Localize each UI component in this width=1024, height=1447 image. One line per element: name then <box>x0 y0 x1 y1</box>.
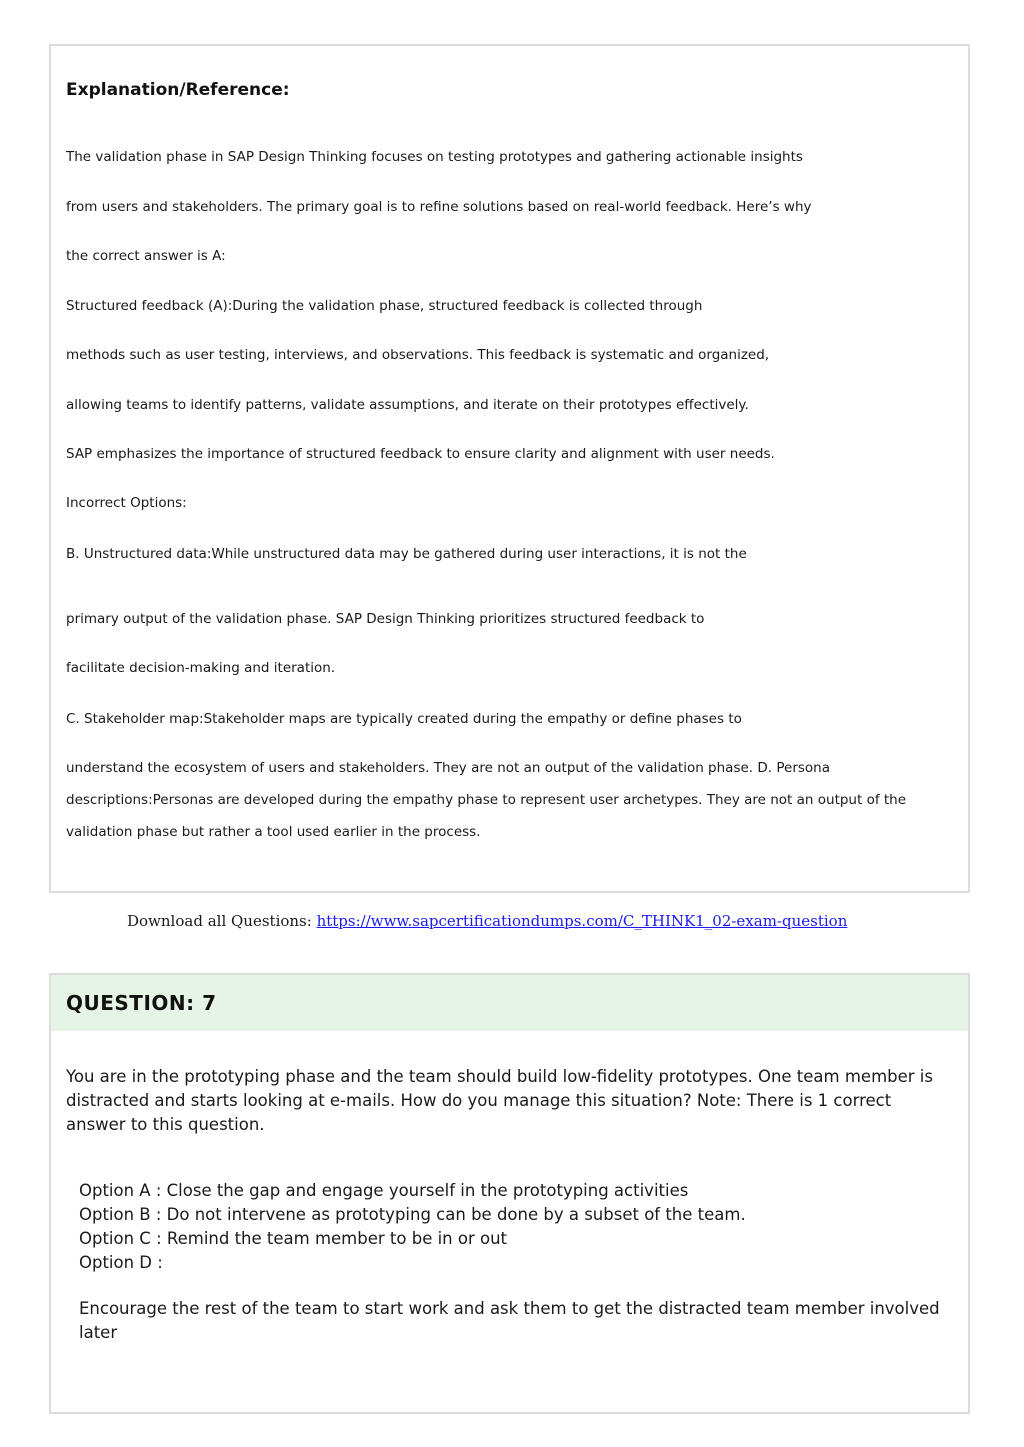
explanation-line: facilitate decision-making and iteration. <box>66 660 336 676</box>
download-link[interactable]: https://www.sapcertificationdumps.com/C_THINK1_02-exam-question <box>316 912 848 930</box>
explanation-line: allowing teams to identify patterns, validate assumptions, and iterate on their prototypes effectively. <box>66 397 749 413</box>
explanation-line: Structured feedback (A):During the validation phase, structured feedback is collected through <box>66 298 703 314</box>
download-label: Download all Questions: <box>127 912 317 930</box>
explanation-line: B. Unstructured data:While unstructured data may be gathered during user interactions, it is not the <box>66 546 747 562</box>
question-header <box>51 975 968 1031</box>
option-a[interactable]: Option A : Close the gap and engage yourself in the prototyping activities <box>79 1181 689 1200</box>
option-c[interactable]: Option C : Remind the team member to be in or out <box>79 1229 508 1248</box>
question-text: You are in the prototyping phase and the team should build low-fidelity prototypes. One team member is distracted and starts looking at e-mails. How do you manage this situation? Note: There is 1 correct answer to this question. <box>66 1067 933 1134</box>
explanation-line: SAP emphasizes the importance of structured feedback to ensure clarity and alignment with user needs. <box>66 446 775 462</box>
explanation-line: primary output of the validation phase. SAP Design Thinking prioritizes structured feedback to <box>66 611 705 627</box>
question-title: QUESTION: 7 <box>66 991 217 1015</box>
download-line <box>127 912 847 930</box>
explanation-line: from users and stakeholders. The primary goal is to refine solutions based on real-world feedback. Here’s why <box>66 199 812 215</box>
explanation-line: descriptions:Personas are developed during the empathy phase to represent user archetypes. They are not an output of the <box>66 792 907 808</box>
explanation-line: The validation phase in SAP Design Thinking focuses on testing prototypes and gathering actionable insights <box>66 149 803 165</box>
explanation-line: understand the ecosystem of users and stakeholders. They are not an output of the validation phase. D. Persona <box>66 760 830 776</box>
explanation-line: the correct answer is A: <box>66 248 226 264</box>
explanation-heading: Explanation/Reference: <box>66 80 290 100</box>
option-d[interactable]: Option D : <box>79 1253 163 1272</box>
option-d-text: Encourage the rest of the team to start work and ask them to get the distracted team member involved later <box>79 1299 940 1342</box>
explanation-line: Incorrect Options: <box>66 495 187 511</box>
explanation-line: validation phase but rather a tool used earlier in the process. <box>66 824 481 840</box>
option-b[interactable]: Option B : Do not intervene as prototyping can be done by a subset of the team. <box>79 1205 746 1224</box>
explanation-line: C. Stakeholder map:Stakeholder maps are typically created during the empathy or define phases to <box>66 711 742 727</box>
explanation-panel <box>49 44 970 893</box>
question-panel <box>49 973 970 1414</box>
explanation-line: methods such as user testing, interviews, and observations. This feedback is systematic and organized, <box>66 347 770 363</box>
